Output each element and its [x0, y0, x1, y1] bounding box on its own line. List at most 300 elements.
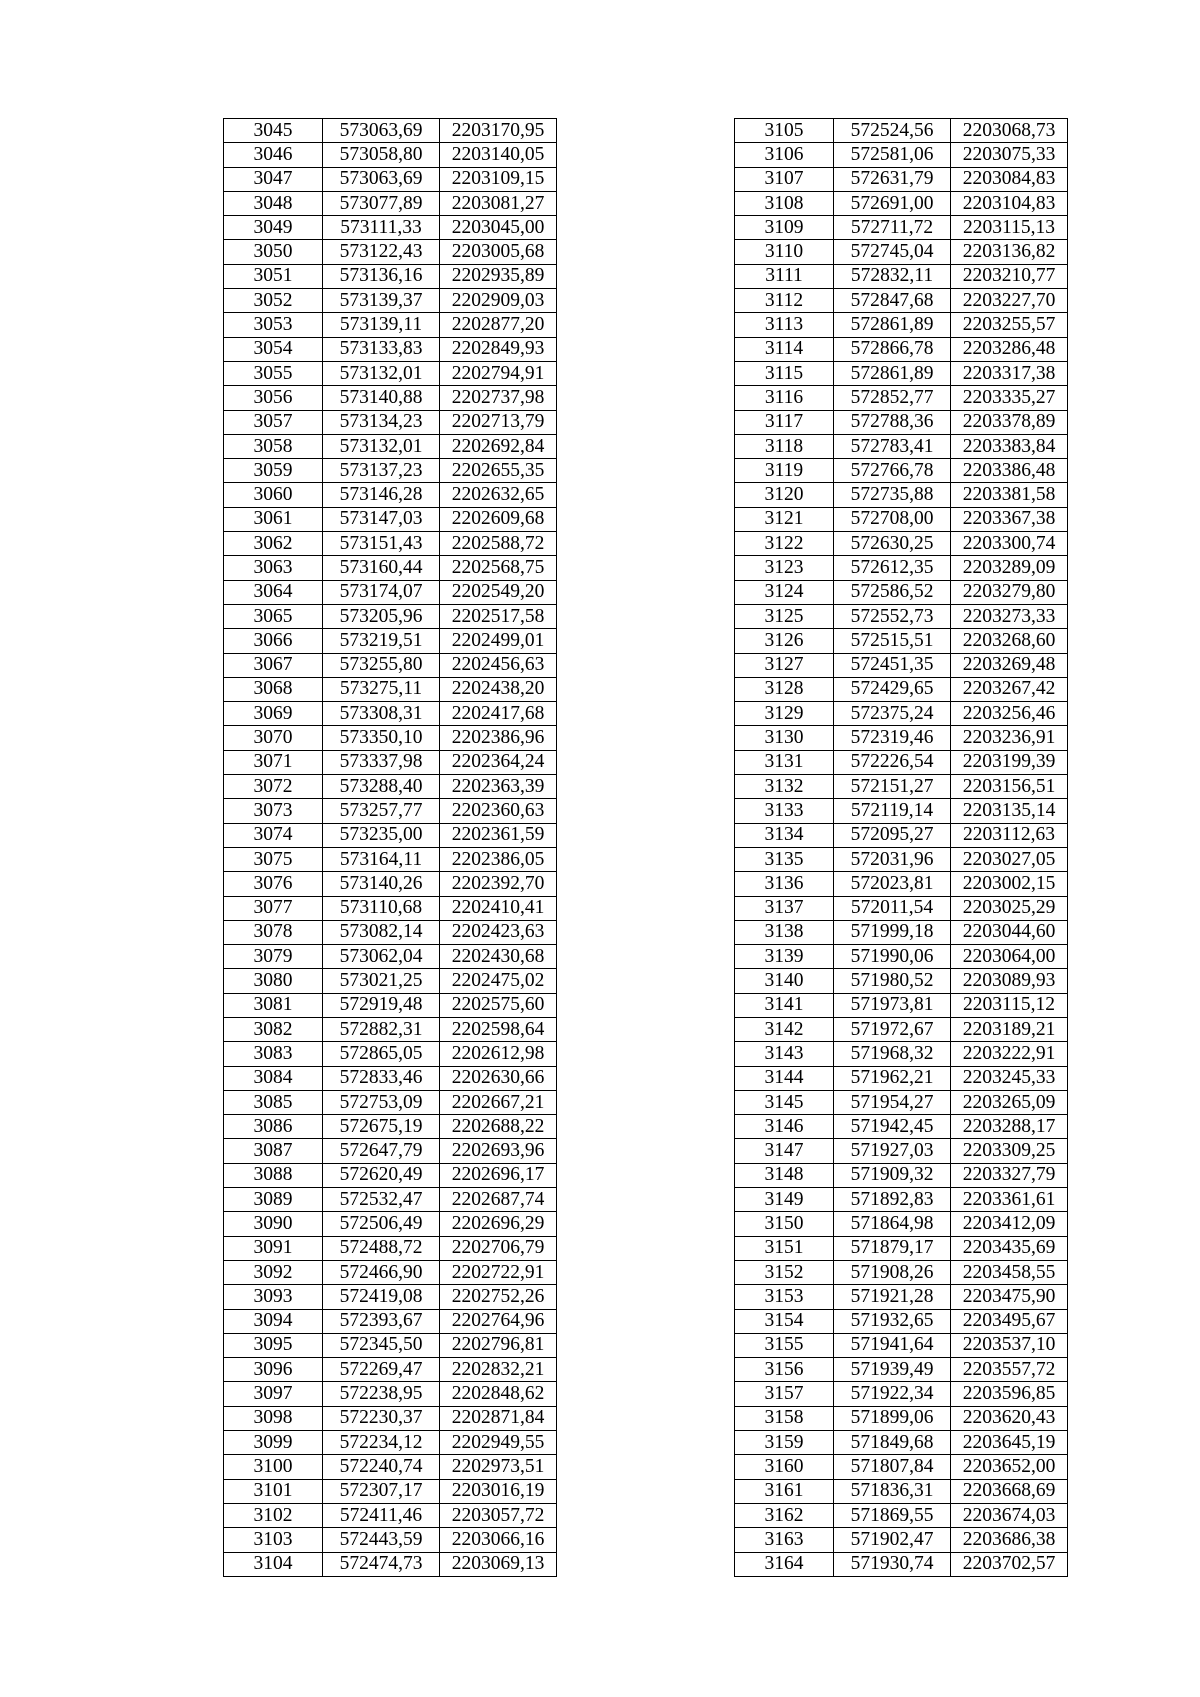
- y-coordinate-cell: 2203255,57: [951, 313, 1068, 337]
- table-row: [735, 191, 1068, 215]
- table-row: [224, 1455, 557, 1479]
- point-number-cell: 3070: [224, 726, 323, 750]
- y-coordinate-cell: 2203115,13: [951, 216, 1068, 240]
- table-row: [735, 507, 1068, 531]
- x-coordinate-cell: 572238,95: [323, 1382, 440, 1406]
- point-number-cell: 3140: [735, 969, 834, 993]
- table-row: [735, 1382, 1068, 1406]
- y-coordinate-cell: 2203273,33: [951, 604, 1068, 628]
- point-number-cell: 3105: [735, 119, 834, 143]
- table-row: [735, 337, 1068, 361]
- point-number-cell: 3129: [735, 702, 834, 726]
- x-coordinate-cell: 572451,35: [834, 653, 951, 677]
- point-number-cell: 3101: [224, 1479, 323, 1503]
- table-row: [224, 1017, 557, 1041]
- x-coordinate-cell: 572630,25: [834, 532, 951, 556]
- x-coordinate-cell: 572524,56: [834, 119, 951, 143]
- x-coordinate-cell: 572882,31: [323, 1017, 440, 1041]
- point-number-cell: 3087: [224, 1139, 323, 1163]
- x-coordinate-cell: 572532,47: [323, 1188, 440, 1212]
- table-row: [735, 264, 1068, 288]
- table-row: [224, 119, 557, 143]
- point-number-cell: 3149: [735, 1188, 834, 1212]
- point-number-cell: 3047: [224, 167, 323, 191]
- table-row: [224, 847, 557, 871]
- point-number-cell: 3097: [224, 1382, 323, 1406]
- point-number-cell: 3049: [224, 216, 323, 240]
- y-coordinate-cell: 2202630,66: [440, 1066, 557, 1090]
- point-number-cell: 3083: [224, 1042, 323, 1066]
- x-coordinate-cell: 571999,18: [834, 920, 951, 944]
- point-number-cell: 3056: [224, 386, 323, 410]
- y-coordinate-cell: 2203596,85: [951, 1382, 1068, 1406]
- table-row: [735, 361, 1068, 385]
- x-coordinate-cell: 573219,51: [323, 629, 440, 653]
- point-number-cell: 3159: [735, 1431, 834, 1455]
- y-coordinate-cell: 2203005,68: [440, 240, 557, 264]
- point-number-cell: 3126: [735, 629, 834, 653]
- table-row: [735, 920, 1068, 944]
- point-number-cell: 3155: [735, 1333, 834, 1357]
- y-coordinate-cell: 2203089,93: [951, 969, 1068, 993]
- point-number-cell: 3080: [224, 969, 323, 993]
- point-number-cell: 3055: [224, 361, 323, 385]
- x-coordinate-cell: 572745,04: [834, 240, 951, 264]
- table-row: [735, 313, 1068, 337]
- table-row: [735, 1406, 1068, 1430]
- table-row: [735, 1115, 1068, 1139]
- x-coordinate-cell: 573140,26: [323, 872, 440, 896]
- table-row: [224, 1333, 557, 1357]
- y-coordinate-cell: 2203236,91: [951, 726, 1068, 750]
- x-coordinate-cell: 572393,67: [323, 1309, 440, 1333]
- point-number-cell: 3124: [735, 580, 834, 604]
- x-coordinate-cell: 573077,89: [323, 191, 440, 215]
- y-coordinate-cell: 2202713,79: [440, 410, 557, 434]
- table-row: [735, 1358, 1068, 1382]
- x-coordinate-cell: 572319,46: [834, 726, 951, 750]
- table-row: [735, 119, 1068, 143]
- y-coordinate-cell: 2203412,09: [951, 1212, 1068, 1236]
- table-row: [735, 1309, 1068, 1333]
- point-number-cell: 3161: [735, 1479, 834, 1503]
- x-coordinate-cell: 572419,08: [323, 1285, 440, 1309]
- point-number-cell: 3053: [224, 313, 323, 337]
- y-coordinate-cell: 2202655,35: [440, 459, 557, 483]
- point-number-cell: 3131: [735, 750, 834, 774]
- y-coordinate-cell: 2203279,80: [951, 580, 1068, 604]
- y-coordinate-cell: 2202612,98: [440, 1042, 557, 1066]
- table-row: [735, 1017, 1068, 1041]
- x-coordinate-cell: 572753,09: [323, 1090, 440, 1114]
- y-coordinate-cell: 2202935,89: [440, 264, 557, 288]
- x-coordinate-cell: 572488,72: [323, 1236, 440, 1260]
- x-coordinate-cell: 572515,51: [834, 629, 951, 653]
- y-coordinate-cell: 2202849,93: [440, 337, 557, 361]
- y-coordinate-cell: 2203135,14: [951, 799, 1068, 823]
- point-number-cell: 3162: [735, 1503, 834, 1527]
- coordinate-table-right: [734, 118, 1068, 1577]
- point-number-cell: 3054: [224, 337, 323, 361]
- y-coordinate-cell: 2203025,29: [951, 896, 1068, 920]
- y-coordinate-cell: 2203222,91: [951, 1042, 1068, 1066]
- table-row: [224, 1552, 557, 1576]
- y-coordinate-cell: 2203378,89: [951, 410, 1068, 434]
- y-coordinate-cell: 2202549,20: [440, 580, 557, 604]
- table-row: [224, 775, 557, 799]
- x-coordinate-cell: 572011,54: [834, 896, 951, 920]
- y-coordinate-cell: 2203109,15: [440, 167, 557, 191]
- x-coordinate-cell: 571927,03: [834, 1139, 951, 1163]
- x-coordinate-cell: 571922,34: [834, 1382, 951, 1406]
- table-row: [224, 1212, 557, 1236]
- y-coordinate-cell: 2203317,38: [951, 361, 1068, 385]
- y-coordinate-cell: 2203104,83: [951, 191, 1068, 215]
- y-coordinate-cell: 2202909,03: [440, 289, 557, 313]
- point-number-cell: 3104: [224, 1552, 323, 1576]
- point-number-cell: 3093: [224, 1285, 323, 1309]
- point-number-cell: 3091: [224, 1236, 323, 1260]
- table-row: [735, 1163, 1068, 1187]
- table-row: [735, 677, 1068, 701]
- table-row: [224, 702, 557, 726]
- point-number-cell: 3106: [735, 143, 834, 167]
- point-number-cell: 3062: [224, 532, 323, 556]
- point-number-cell: 3164: [735, 1552, 834, 1576]
- point-number-cell: 3084: [224, 1066, 323, 1090]
- y-coordinate-cell: 2203156,51: [951, 775, 1068, 799]
- x-coordinate-cell: 573111,33: [323, 216, 440, 240]
- table-row: [224, 1382, 557, 1406]
- x-coordinate-cell: 573136,16: [323, 264, 440, 288]
- table-row: [735, 702, 1068, 726]
- point-number-cell: 3057: [224, 410, 323, 434]
- point-number-cell: 3113: [735, 313, 834, 337]
- x-coordinate-cell: 573205,96: [323, 604, 440, 628]
- y-coordinate-cell: 2203265,09: [951, 1090, 1068, 1114]
- table-row: [224, 191, 557, 215]
- table-row: [735, 216, 1068, 240]
- x-coordinate-cell: 572226,54: [834, 750, 951, 774]
- x-coordinate-cell: 572234,12: [323, 1431, 440, 1455]
- table-row: [224, 1163, 557, 1187]
- table-row: [735, 1333, 1068, 1357]
- y-coordinate-cell: 2203289,09: [951, 556, 1068, 580]
- y-coordinate-cell: 2202575,60: [440, 993, 557, 1017]
- y-coordinate-cell: 2203620,43: [951, 1406, 1068, 1430]
- y-coordinate-cell: 2203475,90: [951, 1285, 1068, 1309]
- x-coordinate-cell: 572023,81: [834, 872, 951, 896]
- y-coordinate-cell: 2203136,82: [951, 240, 1068, 264]
- x-coordinate-cell: 572788,36: [834, 410, 951, 434]
- x-coordinate-cell: 572586,52: [834, 580, 951, 604]
- table-row: [224, 629, 557, 653]
- x-coordinate-cell: 571836,31: [834, 1479, 951, 1503]
- table-row: [224, 1090, 557, 1114]
- table-row: [735, 580, 1068, 604]
- point-number-cell: 3069: [224, 702, 323, 726]
- point-number-cell: 3074: [224, 823, 323, 847]
- point-number-cell: 3109: [735, 216, 834, 240]
- x-coordinate-cell: 572711,72: [834, 216, 951, 240]
- y-coordinate-cell: 2203140,05: [440, 143, 557, 167]
- table-row: [224, 240, 557, 264]
- x-coordinate-cell: 573308,31: [323, 702, 440, 726]
- point-number-cell: 3048: [224, 191, 323, 215]
- y-coordinate-cell: 2203075,33: [951, 143, 1068, 167]
- table-row: [735, 945, 1068, 969]
- point-number-cell: 3150: [735, 1212, 834, 1236]
- y-coordinate-cell: 2203066,16: [440, 1528, 557, 1552]
- table-row: [735, 1188, 1068, 1212]
- point-number-cell: 3086: [224, 1115, 323, 1139]
- point-number-cell: 3115: [735, 361, 834, 385]
- table-row: [735, 1285, 1068, 1309]
- x-coordinate-cell: 573139,37: [323, 289, 440, 313]
- point-number-cell: 3063: [224, 556, 323, 580]
- x-coordinate-cell: 572631,79: [834, 167, 951, 191]
- table-row: [735, 653, 1068, 677]
- point-number-cell: 3102: [224, 1503, 323, 1527]
- table-row: [224, 507, 557, 531]
- x-coordinate-cell: 572443,59: [323, 1528, 440, 1552]
- x-coordinate-cell: 572919,48: [323, 993, 440, 1017]
- point-number-cell: 3152: [735, 1260, 834, 1284]
- y-coordinate-cell: 2202430,68: [440, 945, 557, 969]
- table-row: [735, 750, 1068, 774]
- table-row: [735, 629, 1068, 653]
- x-coordinate-cell: 573255,80: [323, 653, 440, 677]
- table-row: [735, 483, 1068, 507]
- point-number-cell: 3073: [224, 799, 323, 823]
- table-row: [224, 1139, 557, 1163]
- table-row: [735, 532, 1068, 556]
- point-number-cell: 3132: [735, 775, 834, 799]
- point-number-cell: 3119: [735, 459, 834, 483]
- y-coordinate-cell: 2203081,27: [440, 191, 557, 215]
- x-coordinate-cell: 572852,77: [834, 386, 951, 410]
- y-coordinate-cell: 2202667,21: [440, 1090, 557, 1114]
- table-row: [735, 1042, 1068, 1066]
- table-row: [735, 1528, 1068, 1552]
- y-coordinate-cell: 2202475,02: [440, 969, 557, 993]
- y-coordinate-cell: 2202696,29: [440, 1212, 557, 1236]
- point-number-cell: 3103: [224, 1528, 323, 1552]
- x-coordinate-cell: 571879,17: [834, 1236, 951, 1260]
- point-number-cell: 3050: [224, 240, 323, 264]
- y-coordinate-cell: 2203435,69: [951, 1236, 1068, 1260]
- table-row: [224, 532, 557, 556]
- y-coordinate-cell: 2203027,05: [951, 847, 1068, 871]
- y-coordinate-cell: 2202764,96: [440, 1309, 557, 1333]
- table-row: [735, 167, 1068, 191]
- table-row: [224, 410, 557, 434]
- point-number-cell: 3090: [224, 1212, 323, 1236]
- table-row: [224, 1285, 557, 1309]
- x-coordinate-cell: 572095,27: [834, 823, 951, 847]
- x-coordinate-cell: 573137,23: [323, 459, 440, 483]
- table-row: [224, 386, 557, 410]
- point-number-cell: 3045: [224, 119, 323, 143]
- y-coordinate-cell: 2202392,70: [440, 872, 557, 896]
- table-row: [224, 726, 557, 750]
- table-row: [735, 1139, 1068, 1163]
- y-coordinate-cell: 2202386,96: [440, 726, 557, 750]
- table-row: [735, 556, 1068, 580]
- y-coordinate-cell: 2202598,64: [440, 1017, 557, 1041]
- x-coordinate-cell: 573132,01: [323, 361, 440, 385]
- table-row: [224, 945, 557, 969]
- x-coordinate-cell: 572708,00: [834, 507, 951, 531]
- table-row: [735, 1090, 1068, 1114]
- point-number-cell: 3128: [735, 677, 834, 701]
- x-coordinate-cell: 572119,14: [834, 799, 951, 823]
- y-coordinate-cell: 2202609,68: [440, 507, 557, 531]
- x-coordinate-cell: 572847,68: [834, 289, 951, 313]
- y-coordinate-cell: 2203537,10: [951, 1333, 1068, 1357]
- x-coordinate-cell: 571892,83: [834, 1188, 951, 1212]
- table-row: [735, 604, 1068, 628]
- x-coordinate-cell: 573174,07: [323, 580, 440, 604]
- y-coordinate-cell: 2202796,81: [440, 1333, 557, 1357]
- point-number-cell: 3141: [735, 993, 834, 1017]
- x-coordinate-cell: 572307,17: [323, 1479, 440, 1503]
- point-number-cell: 3052: [224, 289, 323, 313]
- x-coordinate-cell: 573275,11: [323, 677, 440, 701]
- x-coordinate-cell: 572474,73: [323, 1552, 440, 1576]
- point-number-cell: 3072: [224, 775, 323, 799]
- y-coordinate-cell: 2202737,98: [440, 386, 557, 410]
- y-coordinate-cell: 2203361,61: [951, 1188, 1068, 1212]
- table-row: [224, 1358, 557, 1382]
- point-number-cell: 3111: [735, 264, 834, 288]
- x-coordinate-cell: 572151,27: [834, 775, 951, 799]
- y-coordinate-cell: 2203115,12: [951, 993, 1068, 1017]
- point-number-cell: 3123: [735, 556, 834, 580]
- x-coordinate-cell: 571930,74: [834, 1552, 951, 1576]
- y-coordinate-cell: 2203170,95: [440, 119, 557, 143]
- point-number-cell: 3061: [224, 507, 323, 531]
- point-number-cell: 3085: [224, 1090, 323, 1114]
- x-coordinate-cell: 573139,11: [323, 313, 440, 337]
- table-row: [735, 459, 1068, 483]
- table-row: [224, 799, 557, 823]
- y-coordinate-cell: 2203016,19: [440, 1479, 557, 1503]
- table-row: [735, 1431, 1068, 1455]
- point-number-cell: 3138: [735, 920, 834, 944]
- point-number-cell: 3067: [224, 653, 323, 677]
- x-coordinate-cell: 573063,69: [323, 119, 440, 143]
- x-coordinate-cell: 571921,28: [834, 1285, 951, 1309]
- y-coordinate-cell: 2202794,91: [440, 361, 557, 385]
- y-coordinate-cell: 2203702,57: [951, 1552, 1068, 1576]
- table-row: [224, 167, 557, 191]
- point-number-cell: 3122: [735, 532, 834, 556]
- point-number-cell: 3157: [735, 1382, 834, 1406]
- table-row: [735, 434, 1068, 458]
- y-coordinate-cell: 2202722,91: [440, 1260, 557, 1284]
- x-coordinate-cell: 572865,05: [323, 1042, 440, 1066]
- y-coordinate-cell: 2202949,55: [440, 1431, 557, 1455]
- table-row: [735, 289, 1068, 313]
- x-coordinate-cell: 572735,88: [834, 483, 951, 507]
- y-coordinate-cell: 2203381,58: [951, 483, 1068, 507]
- y-coordinate-cell: 2202871,84: [440, 1406, 557, 1430]
- table-row: [224, 434, 557, 458]
- point-number-cell: 3147: [735, 1139, 834, 1163]
- point-number-cell: 3114: [735, 337, 834, 361]
- y-coordinate-cell: 2203199,39: [951, 750, 1068, 774]
- x-coordinate-cell: 571899,06: [834, 1406, 951, 1430]
- x-coordinate-cell: 572240,74: [323, 1455, 440, 1479]
- x-coordinate-cell: 572269,47: [323, 1358, 440, 1382]
- y-coordinate-cell: 2203300,74: [951, 532, 1068, 556]
- y-coordinate-cell: 2203495,67: [951, 1309, 1068, 1333]
- x-coordinate-cell: 572647,79: [323, 1139, 440, 1163]
- x-coordinate-cell: 572612,35: [834, 556, 951, 580]
- point-number-cell: 3098: [224, 1406, 323, 1430]
- y-coordinate-cell: 2203674,03: [951, 1503, 1068, 1527]
- table-row: [735, 1479, 1068, 1503]
- x-coordinate-cell: 572506,49: [323, 1212, 440, 1236]
- x-coordinate-cell: 572411,46: [323, 1503, 440, 1527]
- point-number-cell: 3065: [224, 604, 323, 628]
- y-coordinate-cell: 2202693,96: [440, 1139, 557, 1163]
- table-row: [224, 1236, 557, 1260]
- x-coordinate-cell: 572861,89: [834, 313, 951, 337]
- point-number-cell: 3094: [224, 1309, 323, 1333]
- x-coordinate-cell: 572466,90: [323, 1260, 440, 1284]
- table-row: [735, 799, 1068, 823]
- x-coordinate-cell: 572833,46: [323, 1066, 440, 1090]
- x-coordinate-cell: 571909,32: [834, 1163, 951, 1187]
- x-coordinate-cell: 573147,03: [323, 507, 440, 531]
- x-coordinate-cell: 572861,89: [834, 361, 951, 385]
- point-number-cell: 3127: [735, 653, 834, 677]
- point-number-cell: 3064: [224, 580, 323, 604]
- table-row: [224, 556, 557, 580]
- x-coordinate-cell: 572031,96: [834, 847, 951, 871]
- table-row: [735, 143, 1068, 167]
- table-row: [224, 1188, 557, 1212]
- table-row: [735, 993, 1068, 1017]
- x-coordinate-cell: 573063,69: [323, 167, 440, 191]
- y-coordinate-cell: 2203064,00: [951, 945, 1068, 969]
- x-coordinate-cell: 573133,83: [323, 337, 440, 361]
- x-coordinate-cell: 571973,81: [834, 993, 951, 1017]
- y-coordinate-cell: 2202692,84: [440, 434, 557, 458]
- table-row: [735, 1212, 1068, 1236]
- x-coordinate-cell: 573160,44: [323, 556, 440, 580]
- point-number-cell: 3051: [224, 264, 323, 288]
- x-coordinate-cell: 571807,84: [834, 1455, 951, 1479]
- x-coordinate-cell: 571939,49: [834, 1358, 951, 1382]
- y-coordinate-cell: 2202706,79: [440, 1236, 557, 1260]
- point-number-cell: 3158: [735, 1406, 834, 1430]
- point-number-cell: 3154: [735, 1309, 834, 1333]
- y-coordinate-cell: 2203084,83: [951, 167, 1068, 191]
- point-number-cell: 3075: [224, 847, 323, 871]
- point-number-cell: 3088: [224, 1163, 323, 1187]
- table-row: [224, 1503, 557, 1527]
- point-number-cell: 3077: [224, 896, 323, 920]
- x-coordinate-cell: 571941,64: [834, 1333, 951, 1357]
- table-row: [735, 726, 1068, 750]
- point-number-cell: 3076: [224, 872, 323, 896]
- y-coordinate-cell: 2202417,68: [440, 702, 557, 726]
- table-row: [224, 216, 557, 240]
- y-coordinate-cell: 2202588,72: [440, 532, 557, 556]
